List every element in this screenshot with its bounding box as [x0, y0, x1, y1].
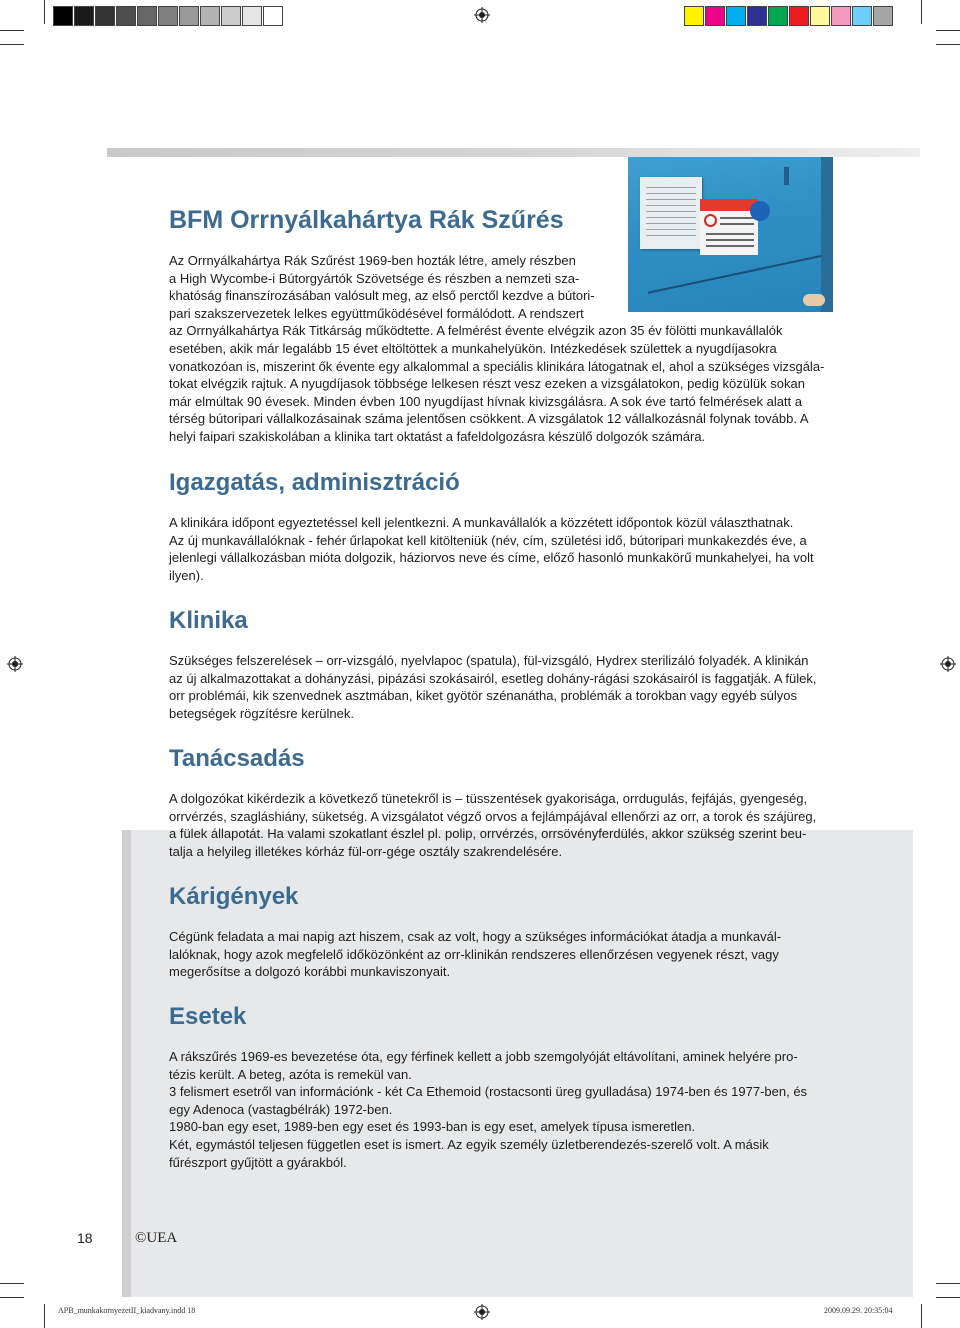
- text-line: khatóság finanszírozásában valósult meg, az első perctől kezdve a bútori-: [169, 288, 595, 304]
- text-line: 3 felismert esetről van információnk - két Ca Ethemoid (rostacsonti üreg gyulladása) 1974-ben és 1977-ben, és: [169, 1084, 808, 1100]
- text-line: a fülek állapotát. Ha valami szokatlant észlel pl. polip, orrvérzés, orrsövényferdülés, akkor szükség szerint beu-: [169, 826, 807, 842]
- text-line: lalóknak, hogy azok megfelelő időközönként az orr-klinikán rendszeres ellenőrzésen vegyenek részt, vagy: [169, 946, 779, 962]
- section-body: [169, 928, 781, 981]
- text-line: Az új munkavállalóknak - fehér űrlapokat kell kitölteniük (név, cím, születési idő, bútoripari munkakezdés éve, a: [169, 532, 807, 548]
- color-swatch: [200, 6, 220, 26]
- section-body: [169, 252, 824, 446]
- color-swatch: [53, 6, 73, 26]
- crop-mark: [0, 30, 24, 31]
- door-hinge: [784, 167, 789, 185]
- text-line: orr problémái, kik szenvednek asztmában, kiket gyötör szénanátha, problémák a torokban vagy egyéb súlyos: [169, 688, 797, 704]
- text-line: orrvérzés, szagláshiány, süketség. A vizsgálatot végző orvos a fejlámpájával ellenőrzi az orr, a torok és szájüreg,: [169, 808, 817, 824]
- text-line: térség bútoripari vállalkozásainak száma jelentősen csökkent. A vizsgálatok 12 vállalkozásnál folynak tovább. A: [169, 411, 809, 427]
- slug-timestamp: 2009.09.29. 20:35:04: [824, 1306, 893, 1315]
- text-line: Két, egymástól teljesen független eset is ismert. Az egyik személy üzletberendezés-szerelő volt. A másik: [169, 1136, 769, 1152]
- page-number: 18: [77, 1230, 93, 1246]
- color-swatch: [705, 6, 725, 26]
- copyright-text: ©UEA: [135, 1230, 178, 1246]
- text-line: talja a helyileg illetékes kórház fül-orr-gége osztály szakrendelésére.: [169, 843, 563, 859]
- text-line: jelenlegi vállalkozásban mióta dolgozik, háziorvos neve és címe, előző hasonló munkakörű munkahelyei, ha volt: [169, 550, 814, 566]
- warning-sign: [700, 199, 758, 255]
- crop-mark: [0, 44, 24, 45]
- text-line: fűrészport gyűjtött a gyárakból.: [169, 1154, 347, 1170]
- text-line: A rákszűrés 1969-es bevezetése óta, egy férfinek kellett a jobb szemgolyóját eltávolítani, aminek helyére pro-: [169, 1049, 798, 1064]
- text-line: tézis került. A beteg, azóta is remekül van.: [169, 1066, 412, 1082]
- section-body: [169, 652, 816, 722]
- gray-color-bar: [53, 6, 284, 26]
- color-swatch: [810, 6, 830, 26]
- crop-mark: [921, 0, 922, 24]
- color-swatch: [831, 6, 851, 26]
- text-line: betegségek rögzítésre kerülnek.: [169, 705, 354, 721]
- color-swatch: [221, 6, 241, 26]
- section-body: [169, 1048, 807, 1171]
- section-heading: Kárigények: [169, 883, 299, 910]
- text-line: helyi faipari szakiskolában a klinika tart oktatást a fafeldolgozásra készülő dolgozók számára.: [169, 428, 706, 444]
- text-line: pari szakszervezetek lelkes együttműködésével formálódott. A rendszert: [169, 305, 584, 321]
- text-line: a High Wycombe-i Bútorgyártók Szövetsége és részben a nemzeti sza-: [169, 270, 580, 286]
- text-line: 1980-ban egy eset, 1989-ben egy eset és 1993-ban is egy eset, amelyek típusa ismeretlen.: [169, 1119, 696, 1135]
- color-swatch: [726, 6, 746, 26]
- section-heading: Klinika: [169, 607, 248, 634]
- header-rule: [107, 148, 920, 157]
- text-line: ilyen).: [169, 567, 204, 583]
- color-swatch: [116, 6, 136, 26]
- notice-paper: [640, 177, 702, 249]
- text-line: Cégünk feladata a mai napig azt hiszem, csak az volt, hogy a szükséges információkat átadja a munkavál-: [169, 929, 782, 944]
- section-body: [169, 790, 816, 860]
- text-line: tokat elvégzik rajtuk. A nyugdíjasok többsége lelkesen részt vesz ezeken a vizsgálatokon, pedig közülük sokan: [169, 376, 805, 392]
- left-margin-bar: [122, 830, 131, 1297]
- text-line: már elmúltak 90 évesek. Minden évben 100 nyugdíjast hívnak kivizsgálásra. A sok éve tartó felmérések alatt a: [169, 393, 803, 409]
- section-heading: Igazgatás, adminisztráció: [169, 469, 460, 496]
- color-swatch: [95, 6, 115, 26]
- mandatory-sign-icon: [750, 201, 770, 221]
- crop-mark: [936, 44, 960, 45]
- text-line: az új alkalmazottakat a dohányzási, pipázási szokásairól, esetleg dohány-rágási szokásairól is faggatják. A fülek,: [169, 670, 817, 686]
- crop-mark: [936, 1283, 960, 1284]
- crop-mark: [936, 30, 960, 31]
- text-line: vonatkozóan is, miszerint ők évente egy alkalommal a speciális klinikára látogatnak el, ahol a szükséges vizsgála-: [169, 358, 825, 374]
- section-body: [169, 514, 814, 584]
- text-line: az Orrnyálkahártya Rák Titkárság működtette. A felmérést évente elvégzik azon 35 év fölötti munkavállalók: [169, 323, 783, 339]
- color-swatch: [684, 6, 704, 26]
- text-line: esetében, akik már legalább 15 évet eltöltöttek a munkahelyükön. Intézkedések születtek a nyugdíjasokra: [169, 340, 777, 356]
- color-swatch: [768, 6, 788, 26]
- section-heading: BFM Orrnyálkahártya Rák Szűrés: [169, 206, 564, 234]
- registration-mark-icon: [940, 656, 956, 672]
- crop-mark: [0, 1283, 24, 1284]
- color-swatch: [179, 6, 199, 26]
- color-swatch: [242, 6, 262, 26]
- section-heading: Tanácsadás: [169, 745, 305, 772]
- color-bar: [684, 6, 894, 26]
- text-line: Az Orrnyálkahártya Rák Szűrést 1969-ben hozták létre, amely részben: [169, 253, 576, 268]
- registration-mark-icon: [7, 656, 23, 672]
- crop-mark: [0, 1297, 24, 1298]
- crop-mark: [44, 1304, 45, 1328]
- color-swatch: [137, 6, 157, 26]
- color-swatch: [873, 6, 893, 26]
- color-swatch: [158, 6, 178, 26]
- section-heading: Esetek: [169, 1003, 247, 1030]
- registration-mark-icon: [474, 1304, 490, 1320]
- slug-filename: APB_munkakornyezetII_kiadvany.indd 18: [58, 1306, 196, 1315]
- registration-mark-icon: [474, 7, 490, 23]
- prohibition-icon: [704, 214, 717, 227]
- text-line: A dolgozókat kikérdezik a következő tünetekről is – tüsszentések gyakorisága, orrdugulás, fejfájás, gyengeség,: [169, 791, 808, 806]
- color-swatch: [74, 6, 94, 26]
- color-swatch: [852, 6, 872, 26]
- crop-mark: [44, 0, 45, 24]
- color-swatch: [789, 6, 809, 26]
- color-swatch: [747, 6, 767, 26]
- text-line: egy Adenoca (vastagbélrák) 1972-ben.: [169, 1101, 393, 1117]
- color-swatch: [263, 6, 283, 26]
- text-line: A klinikára időpont egyeztetéssel kell jelentkezni. A munkavállalók a közzétett időpontok közül választhatnak.: [169, 515, 794, 530]
- text-line: Szükséges felszerelések – orr-vizsgáló, nyelvlapoc (spatula), fül-vizsgáló, Hydrex sterilizáló folyadék. A klinikán: [169, 653, 809, 668]
- crop-mark: [921, 1304, 922, 1328]
- text-line: megerősítse a dolgozó korábbi munkaviszonyait.: [169, 964, 451, 980]
- crop-mark: [936, 1297, 960, 1298]
